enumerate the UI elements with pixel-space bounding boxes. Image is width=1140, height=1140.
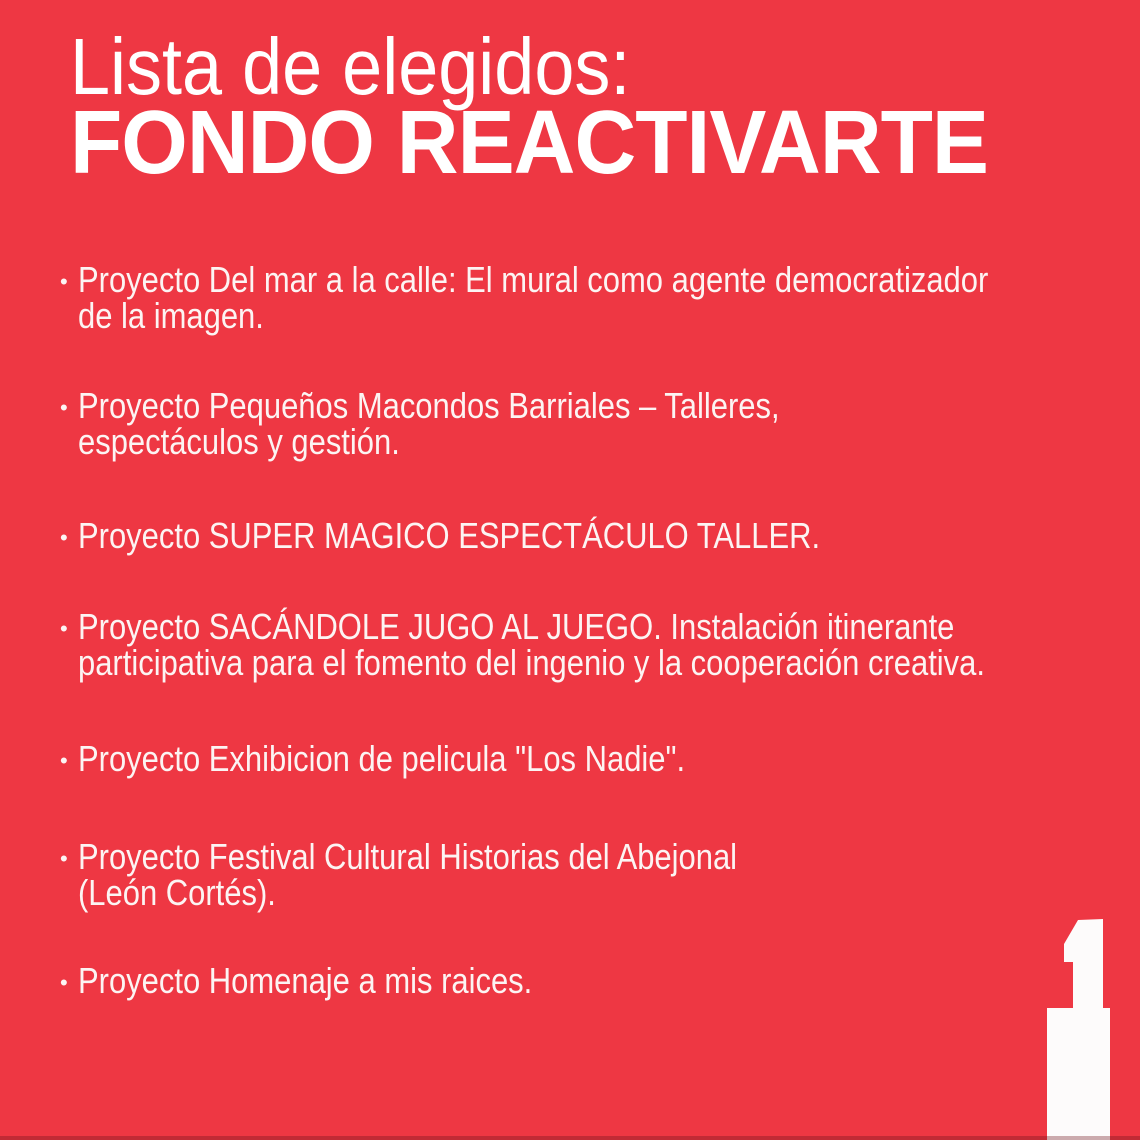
project-line: Proyecto Pequeños Macondos Barriales – Talleres, bbox=[78, 385, 780, 426]
page-number bbox=[70, 999, 71, 1000]
poster-header bbox=[70, 22, 1140, 193]
page-title: Lista de elegidos: bbox=[70, 22, 631, 111]
bullet-icon: • bbox=[60, 748, 68, 773]
project-line: Proyecto Del mar a la calle: El mural como agente democratizador bbox=[78, 259, 989, 300]
list-item bbox=[60, 836, 1140, 913]
project-line: participativa para el fomento del ingenio y la cooperación creativa. bbox=[78, 642, 985, 683]
project-line: Proyecto Homenaje a mis raices. bbox=[78, 960, 533, 1001]
bullet-icon: • bbox=[60, 846, 68, 871]
bullet-icon: • bbox=[60, 525, 68, 550]
page-subtitle: FONDO REACTIVARTE bbox=[70, 93, 989, 193]
list-item bbox=[60, 385, 1140, 462]
page-number-glyph bbox=[1040, 900, 1140, 1140]
bullet-icon: • bbox=[60, 616, 68, 641]
project-line: espectáculos y gestión. bbox=[78, 421, 400, 462]
bullet-icon: • bbox=[60, 395, 68, 420]
list-item bbox=[60, 606, 1140, 683]
project-line: de la imagen. bbox=[78, 295, 264, 336]
project-line: Proyecto Exhibicion de pelicula "Los Nadie". bbox=[78, 738, 686, 779]
list-item bbox=[60, 960, 1140, 1001]
bullet-icon: • bbox=[60, 269, 68, 294]
project-list bbox=[60, 259, 1140, 1001]
project-line: Proyecto SACÁNDOLE JUGO AL JUEGO. Instalación itinerante bbox=[78, 606, 955, 647]
project-line: (León Cortés). bbox=[78, 872, 276, 913]
list-item bbox=[60, 738, 1140, 779]
bottom-edge-shadow bbox=[0, 1136, 1140, 1140]
list-item bbox=[60, 259, 1140, 336]
numeral-one-shape bbox=[1047, 919, 1110, 1140]
list-item bbox=[60, 515, 1140, 556]
project-line: Proyecto Festival Cultural Historias del Abejonal bbox=[78, 836, 738, 877]
bullet-icon: • bbox=[60, 970, 68, 995]
project-line: Proyecto SUPER MAGICO ESPECTÁCULO TALLER. bbox=[78, 515, 821, 556]
